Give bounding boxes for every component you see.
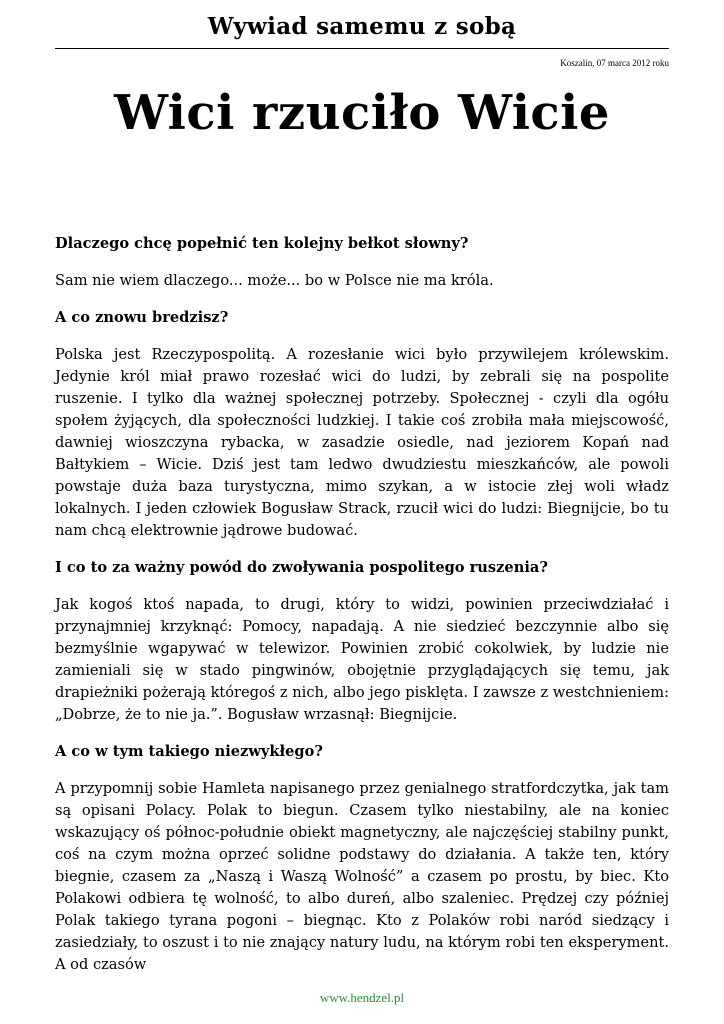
dateline: Koszalin, 07 marca 2012 roku	[560, 58, 669, 68]
answer-3: Jak kogoś ktoś napada, to drugi, który to widzi, powinien przeciwdziałać i przynajmniej krzyknąć: Pomocy, napadają. A nie siedzieć bezczynnie albo się bezmyślnie wgapywać w telewizor. Powinien zrobić cokolwiek, by ludzie nie zamieniali się w stado pingwinów, obojętnie przyglądających się temu, jak drapieżniki pożerają któregoś z nich, albo jego pisklęta. I zawsze z westchnieniem: „Dobrze, że to nie ja.”. Bogusław wrzasnął: Biegnijcie.	[55, 596, 670, 723]
article-body	[55, 233, 669, 991]
footer-link[interactable]: www.hendzel.pl	[319, 990, 405, 1005]
question-2: A co znowu bredzisz?	[55, 309, 229, 326]
answer-2: Polska jest Rzeczypospolitą. A rozesłanie wici było przywilejem królewskim. Jedynie król miał prawo rozesłać wici do ludzi, by zebrali się na pospolite ruszenie. I tylko dla ważnej społecznej potrzeby. Społecznej - czyli dla ogółu społem żyjących, dla społeczności ludzkiej. I takie coś zrobiła mała miejscowość, dawniej wioszczyna rybacka, w zasadzie osiedle, nad jeziorem Kopań nad Bałtykiem – Wicie. Dziś jest tam ledwo dwudziestu mieszkańców, ale powoli powstaje duża baza turystyczna, mimo szykan, a w istocie złej woli władz lokalnych. I jeden człowiek Bogusław Strack, rzucił wici do ludzi: Biegnijcie, bo tu nam chcą elektrownie jądrowe budować.	[55, 346, 669, 539]
answer-4: A przypomnij sobie Hamleta napisanego przez genialnego stratfordczytka, jak tam są opisani Polacy. Polak to biegun. Czasem tylko niestabilny, ale na koniec wskazujący oś północ-południe obiekt magnetyczny, ale najczęściej stabilny punkt, coś na czym można oprzeć solidne podstawy do działania. A także ten, który biegnie, czasem za „Naszą i Waszą Wolność” a czasem po prostu, by biec. Kto Polakowi odbiera tę wolność, to albo dureń, albo szaleniec. Prędzej czy później Polak takiego tyrana pogoni – biegnąc. Kto z Polaków robi naród siedzący i zasiedziały, to oszust i to nie znający natury ludu, na którym robi ten eksperyment. A od czasów	[55, 780, 669, 973]
question-3: I co to za ważny powód do zwoływania pospolitego ruszenia?	[55, 559, 548, 576]
header-divider	[55, 48, 669, 49]
answer-1: Sam nie wiem dlaczego... może... bo w Polsce nie ma króla.	[55, 272, 494, 289]
question-1: Dlaczego chcę popełnić ten kolejny bełkot słowny?	[55, 235, 469, 252]
header-title: Wywiad samemu z sobą	[207, 13, 517, 40]
article-title: Wici rzuciło Wicie	[114, 85, 610, 141]
question-4: A co w tym takiego niezwykłego?	[55, 743, 323, 760]
